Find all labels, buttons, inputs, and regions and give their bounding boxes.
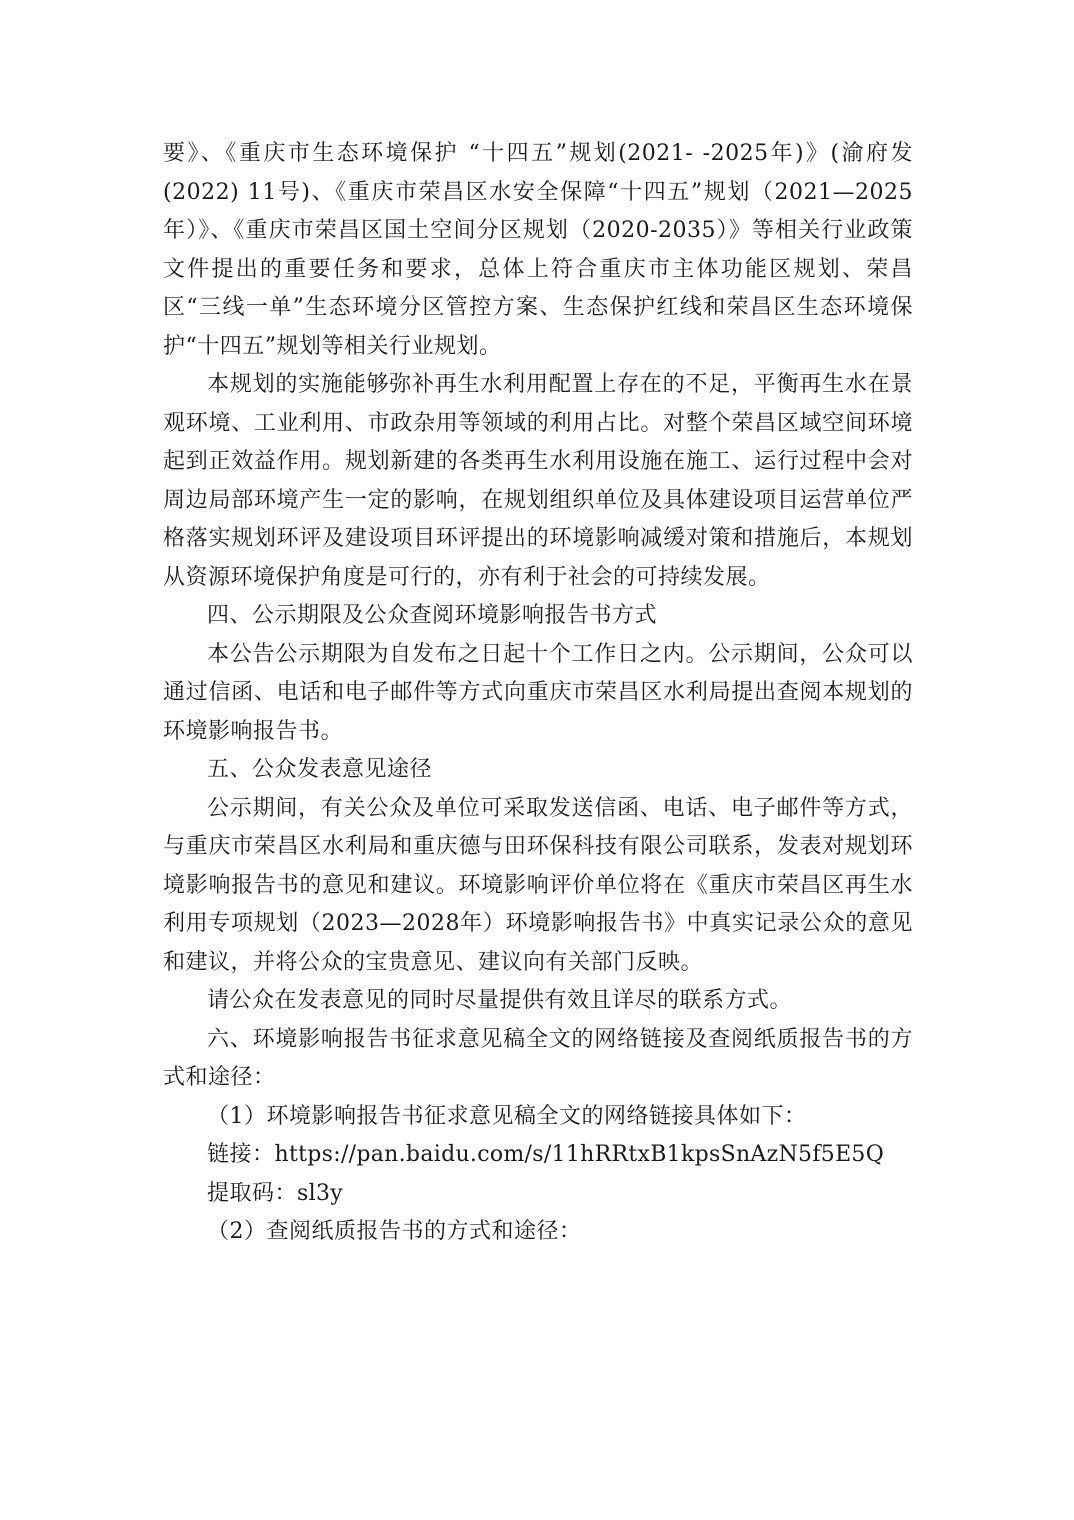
section-5-heading: 五、公众发表意见途径 [207,757,433,782]
extraction-code-line [163,1175,913,1214]
section-6-heading: 六、环境影响报告书征求意见稿全文的网络链接及查阅纸质报告书的方式和途径： [163,1026,913,1090]
section-5-note: 请公众在发表意见的同时尽量提供有效且详尽的联系方式。 [207,988,793,1013]
section-4-heading: 四、公示期限及公众查阅环境影响报告书方式 [207,603,658,628]
link-label: 链接： [207,1142,275,1167]
section-5-body: 公示期间，有关公众及单位可采取发送信函、电话、电子邮件等方式，与重庆市荣昌区水利局和重庆德与田环保科技有限公司联系，发表对规划环境影响报告书的意见和建议。环境影响评价单位将在《重庆市荣昌区再生水利用专项规划（2023—2028年）环境影响报告书》中真实记录公众的意见和建议，并将公众的宝贵意见、建议向有关部门反映。 [163,795,913,975]
extraction-code-value: sl3y [297,1180,343,1206]
paragraph-implementation-effect: 本规划的实施能够弥补再生水利用配置上存在的不足，平衡再生水在景观环境、工业利用、市政杂用等领域的利用占比。对整个荣昌区域空间环境起到正效益作用。规划新建的各类再生水利用设施在施工、运行过程中会对周边局部环境产生一定的影响，在规划组织单位及具体建设项目运营单位严格落实规划环评及建设项目环评提出的环境影响减缓对策和措施后，本规划从资源环境保护角度是可行的，亦有利于社会的可持续发展。 [163,372,913,590]
section-4-body: 本公告公示期限为自发布之日起十个工作日之内。公示期间，公众可以通过信函、电话和电子邮件等方式向重庆市荣昌区水利局提出查阅本规划的环境影响报告书。 [163,641,913,744]
section-6-item-2: （2）查阅纸质报告书的方式和途径： [207,1219,582,1244]
document-body [163,135,913,1252]
download-link-line [163,1136,913,1175]
download-link[interactable]: https://pan.baidu.com/s/11hRRtxB1kpsSnAzN5f5E5Q [274,1142,885,1167]
extraction-code-label: 提取码： [207,1180,298,1206]
section-6-item-1: （1）环境影响报告书征求意见稿全文的网络链接具体如下： [207,1103,807,1129]
paragraph-planning-consistency: 要》、《重庆市生态环境保护 “十四五”规划(2021- -2025年)》(渝府发(2022) 11号)、《重庆市荣昌区水安全保障“十四五”规划（2021—2025年）》、《重庆市荣昌区国土空间分区规划（2020-2035）》等相关行业政策文件提出的重要任务和要求，总体上符合重庆市主体功能区规划、荣昌区“三线一单”生态环境分区管控方案、生态保护红线和荣昌区生态环境保护“十四五”规划等相关行业规划。 [163,141,913,359]
